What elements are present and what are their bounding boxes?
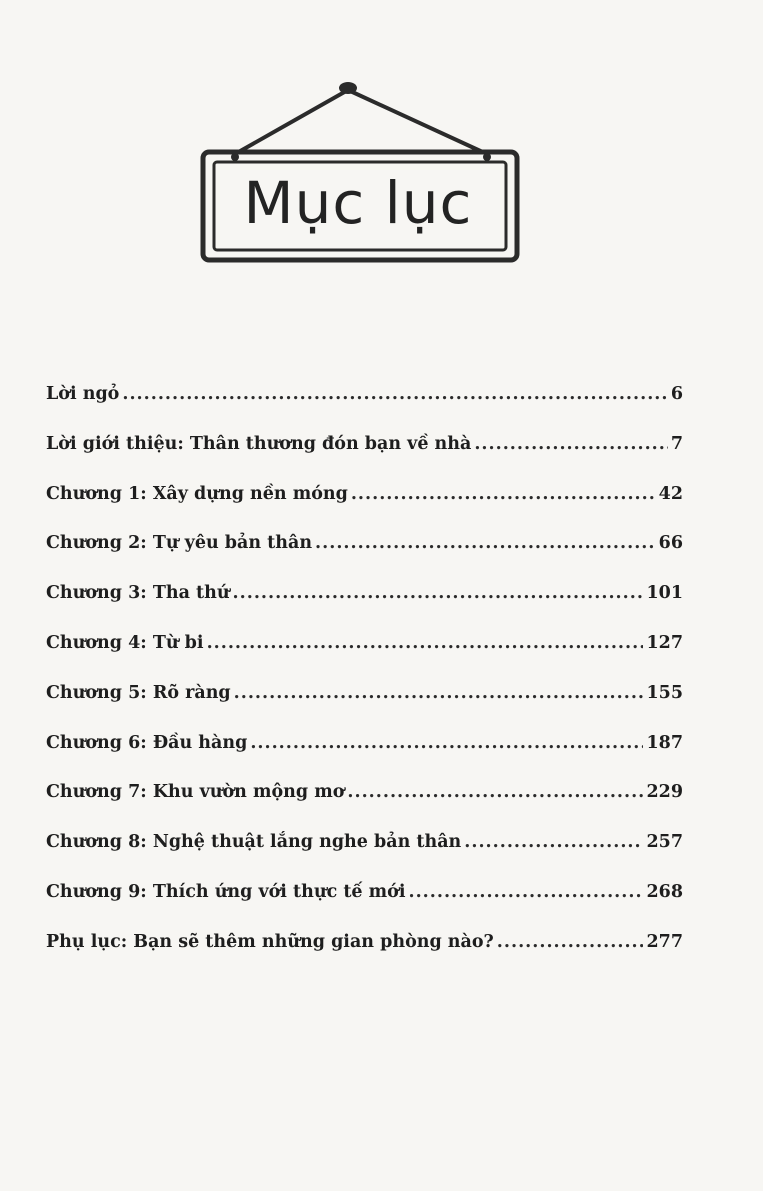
toc-entry-title: Lời ngỏ [46, 384, 120, 404]
toc-entry-page: 277 [646, 931, 683, 952]
toc-entry-page: 187 [646, 732, 683, 753]
toc-entry[interactable] [46, 832, 683, 882]
page-title: Mục lục [243, 169, 473, 237]
toc-entry[interactable] [46, 434, 683, 484]
toc-entry-title: Chương 9: Thích ứng với thực tế mới [46, 881, 406, 902]
toc-leader-dots [234, 683, 644, 703]
toc-leader-dots [315, 533, 656, 553]
toc-entry-page: 101 [646, 583, 683, 604]
toc-entry-title: Chương 4: Từ bi [46, 632, 204, 653]
toc-entry[interactable] [46, 484, 683, 534]
toc-leader-dots [233, 583, 644, 603]
toc-leader-dots [207, 633, 644, 653]
toc-entry-title: Chương 7: Khu vườn mộng mơ [46, 782, 345, 803]
toc-leader-dots [464, 832, 643, 852]
toc-leader-dots [250, 733, 643, 753]
toc-entry[interactable] [46, 583, 683, 633]
toc-entry-page: 66 [658, 533, 683, 554]
toc-leader-dots [497, 932, 644, 952]
toc-leader-dots [408, 882, 643, 902]
toc-entry[interactable] [46, 782, 683, 832]
toc-entry-title: Chương 2: Tự yêu bản thân [46, 533, 313, 554]
toc-entry[interactable] [46, 384, 683, 434]
toc-entry-title: Chương 1: Xây dựng nền móng [46, 483, 348, 504]
toc-entry[interactable] [46, 882, 683, 932]
toc-entry-title: Chương 8: Nghệ thuật lắng nghe bản thân [46, 832, 462, 853]
toc-entry[interactable] [46, 733, 683, 783]
toc-entry-title: Lời giới thiệu: Thân thương đón bạn về nhà [46, 433, 472, 454]
table-of-contents [46, 384, 683, 982]
toc-leader-dots [122, 384, 667, 404]
toc-entry-page: 7 [670, 433, 683, 454]
toc-entry-page: 268 [646, 881, 683, 902]
toc-entry[interactable] [46, 932, 683, 982]
toc-entry-title: Chương 3: Tha thứ [46, 583, 230, 604]
toc-entry-page: 127 [646, 632, 683, 653]
toc-entry-title: Chương 5: Rõ ràng [46, 682, 231, 703]
toc-entry-page: 257 [646, 832, 683, 853]
toc-entry-page: 155 [646, 682, 683, 703]
toc-entry[interactable] [46, 533, 683, 583]
toc-leader-dots [351, 484, 656, 504]
toc-leader-dots [347, 782, 643, 802]
toc-leader-dots [474, 434, 667, 454]
toc-entry[interactable] [46, 683, 683, 733]
toc-entry-page: 42 [658, 483, 683, 504]
toc-entry-title: Phụ lục: Bạn sẽ thêm những gian phòng nào? [46, 931, 494, 952]
toc-entry[interactable] [46, 633, 683, 683]
toc-entry-title: Chương 6: Đầu hàng [46, 732, 248, 753]
toc-entry-page: 6 [670, 384, 683, 404]
toc-entry-page: 229 [646, 782, 683, 803]
hanging-sign [195, 78, 525, 268]
